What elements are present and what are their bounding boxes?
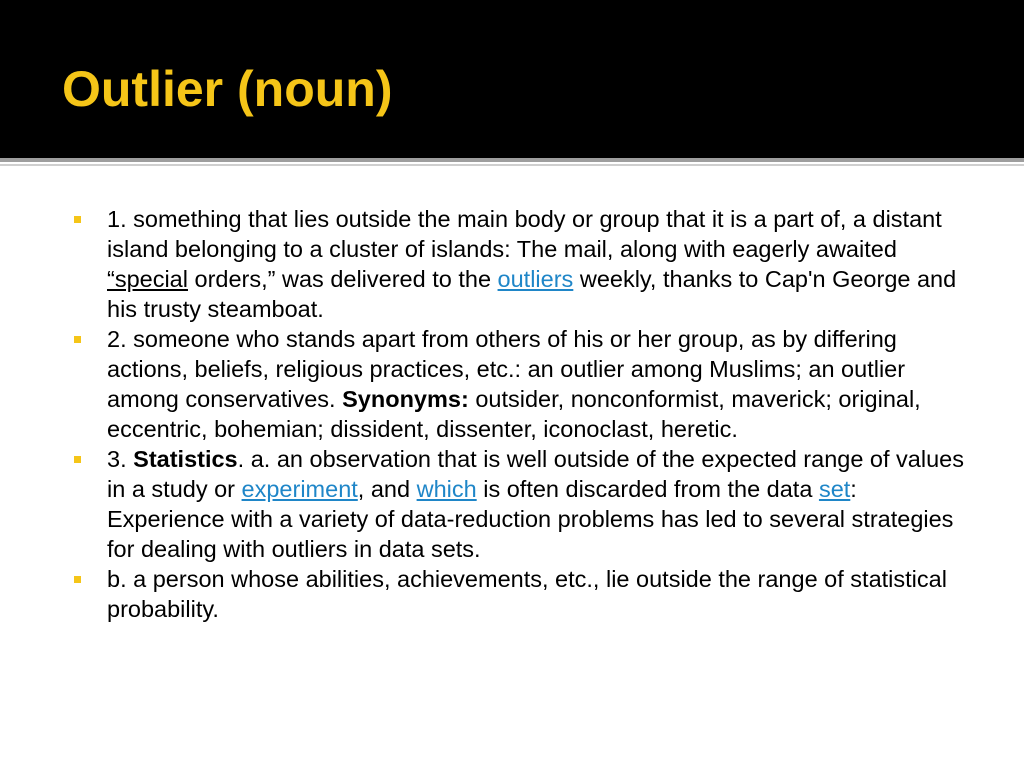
definition-text: 3.	[107, 446, 134, 472]
set-link[interactable]: set	[818, 476, 851, 502]
definition-text: : Experience with a variety of data-reduction problems has led to several strategies for dealing with outliers in data sets.	[107, 476, 954, 562]
definition-text: is often discarded from the data	[476, 476, 819, 502]
experiment-link[interactable]: experiment	[241, 476, 358, 502]
definition-text: 1. something that lies outside the main body or group that it is a part of, a distant island belonging to a cluster of islands: The mail, along with eagerly awaited	[107, 206, 942, 262]
definition-text: orders,” was delivered to the	[187, 266, 498, 292]
synonyms-label: Synonyms:	[342, 386, 469, 412]
bullet-marker	[74, 336, 81, 343]
statistics-label: Statistics	[133, 446, 238, 472]
definition-item-3	[74, 444, 964, 564]
definition-item-2	[74, 324, 964, 444]
definition-text: b. a person whose abilities, achievements, etc., lie outside the range of statistical probability.	[107, 566, 947, 622]
title-divider	[0, 158, 1024, 162]
definition-text: , and	[357, 476, 417, 502]
definition-item-4	[74, 564, 964, 624]
bullet-marker	[74, 456, 81, 463]
definition-list	[74, 204, 964, 624]
bullet-marker	[74, 576, 81, 583]
which-link[interactable]: which	[416, 476, 477, 502]
definition-text: weekly, thanks to Cap'n George and his trusty steamboat.	[107, 266, 957, 322]
slide-body	[74, 204, 964, 624]
title-divider-thin	[0, 164, 1024, 166]
bullet-marker	[74, 216, 81, 223]
slide-title: Outlier (noun)	[62, 61, 393, 117]
synonyms-text: outsider, nonconformist, maverick; original, eccentric, bohemian; dissident, dissenter, iconoclast, heretic.	[107, 386, 921, 442]
definition-text: 2. someone who stands apart from others of his or her group, as by differing actions, beliefs, religious practices, etc.: an outlier among Muslims; an outlier among conservatives.	[107, 326, 906, 412]
definition-text: . a. an observation that is well outside of the expected range of values in a study or	[107, 446, 964, 502]
special-link[interactable]: “special	[107, 266, 188, 292]
outliers-link[interactable]: outliers	[497, 266, 574, 292]
definition-item-1	[74, 204, 964, 324]
